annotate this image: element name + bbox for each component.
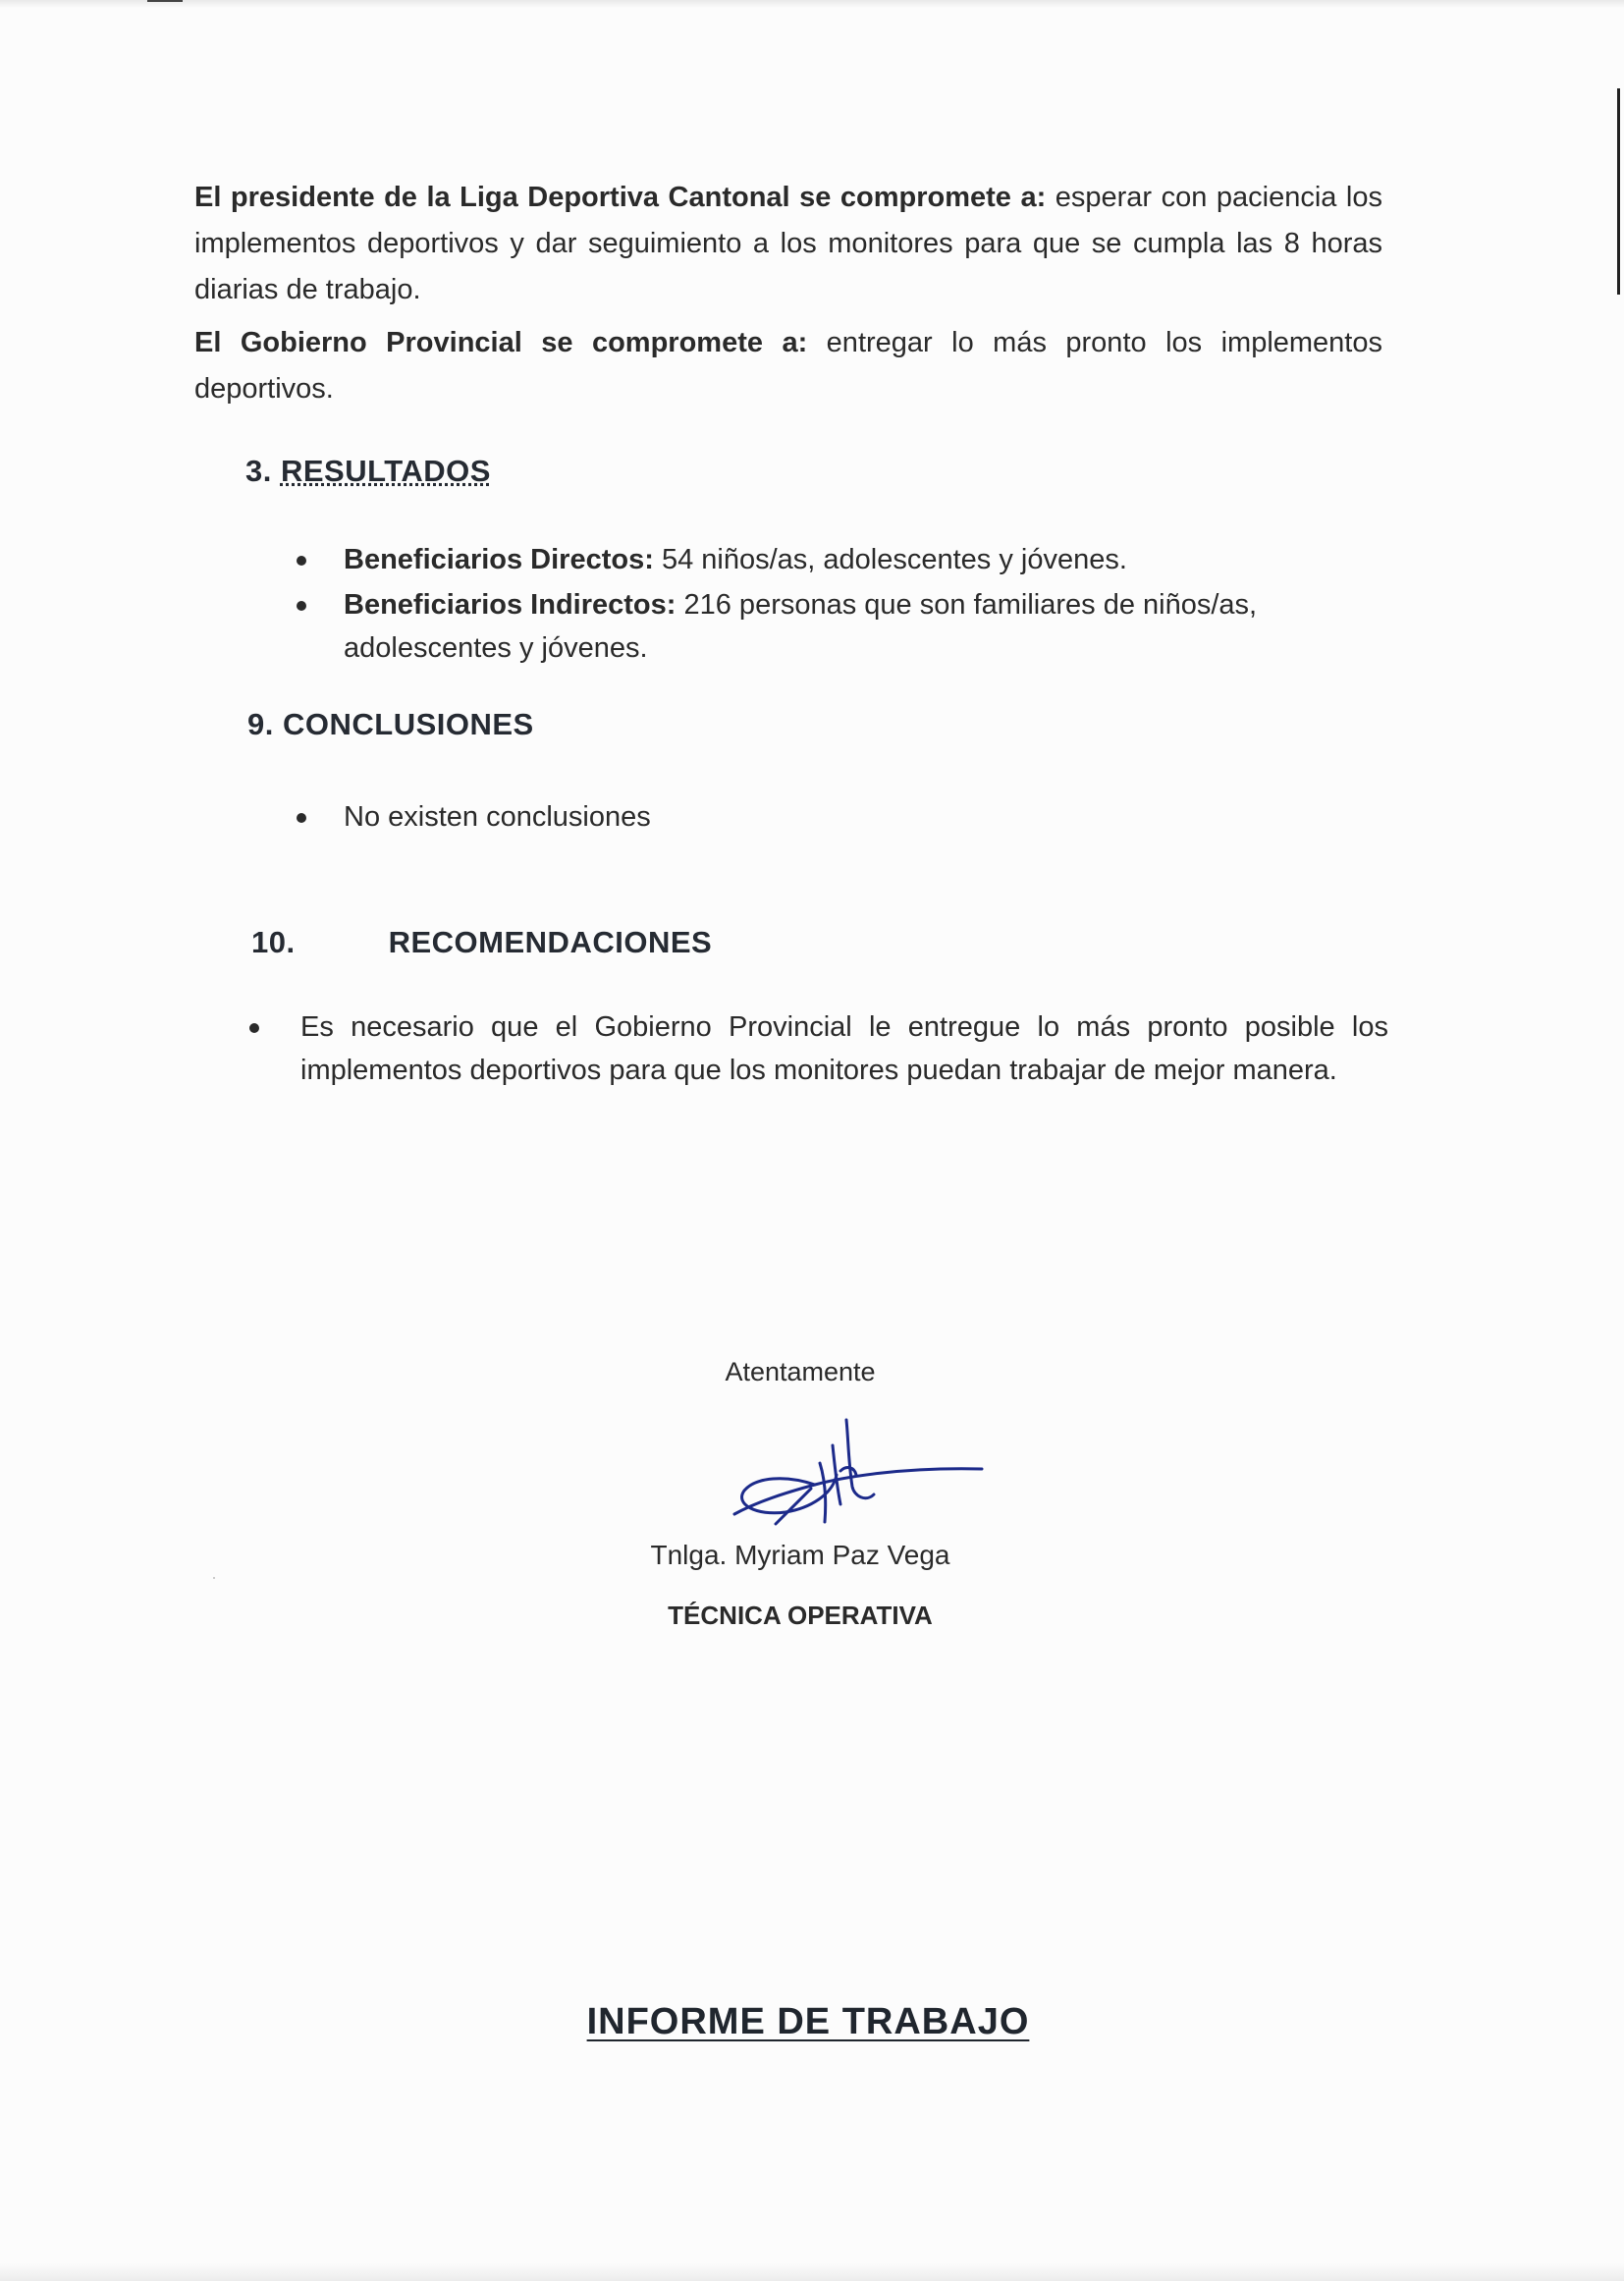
commitment-liga-paragraph: [194, 175, 1382, 313]
commitment-liga-label: El presidente de la Liga Deportiva Cantonal se compromete a:: [194, 182, 1047, 213]
list-item-label: Beneficiarios Indirectos:: [344, 589, 677, 621]
list-item: [297, 538, 1386, 581]
section-number: 9.: [247, 707, 274, 741]
list-item-text: No existen conclusiones: [344, 801, 651, 833]
section-number: 10.: [251, 925, 296, 959]
recomendaciones-list: [249, 1005, 1388, 1092]
signature-icon: [717, 1406, 992, 1544]
scan-edge-bottom: [0, 2263, 1624, 2281]
conclusiones-list: [297, 795, 1278, 839]
list-item-text: 54 niños/as, adolescentes y jóvenes.: [653, 544, 1127, 575]
signer-role: TÉCNICA OPERATIVA: [668, 1601, 933, 1630]
list-item: [297, 583, 1386, 670]
section-title: RECOMENDACIONES: [388, 925, 713, 959]
list-item-text: 216 personas que son familiares de niños/as, adolescentes y jóvenes.: [344, 589, 1258, 664]
signer-name: Tnlga. Myriam Paz Vega: [650, 1540, 950, 1570]
document-title: INFORME DE TRABAJO: [586, 2001, 1030, 2042]
list-item: [249, 1005, 1388, 1092]
section-number: 3.: [245, 454, 272, 488]
closing-salutation: Atentamente: [725, 1357, 876, 1386]
section-heading-resultados: [245, 454, 491, 489]
section-title: CONCLUSIONES: [282, 707, 534, 741]
section-heading-recomendaciones: [251, 925, 712, 960]
bullet-icon: [249, 1023, 259, 1033]
commitment-liga-text: esperar con paciencia los implementos deportivos y dar seguimiento a los monitores para que se cumpla las 8 horas diarias de trabajo.: [194, 182, 1382, 305]
bullet-icon: [297, 556, 306, 566]
section-heading-conclusiones: [247, 707, 534, 742]
commitment-gobierno-paragraph: [194, 320, 1382, 412]
section-title: RESULTADOS: [280, 454, 491, 488]
list-item-text: Es necesario que el Gobierno Provincial le entregue lo más pronto posible los implementos deportivos para que los monitores puedan trabajar de mejor manera.: [300, 1011, 1388, 1086]
commitment-gobierno-text: entregar lo más pronto los implementos deportivos.: [194, 327, 1382, 405]
resultados-list: [297, 538, 1386, 672]
commitment-gobierno-label: El Gobierno Provincial se compromete a:: [194, 327, 808, 358]
bullet-icon: [297, 813, 306, 823]
scan-speck: [213, 1577, 215, 1579]
scan-edge-top: [0, 0, 1624, 8]
list-item: [297, 795, 1278, 839]
scan-mark: [147, 0, 183, 2]
bullet-icon: [297, 601, 306, 611]
list-item-label: Beneficiarios Directos:: [344, 544, 654, 575]
scan-edge-right: [1617, 88, 1620, 295]
